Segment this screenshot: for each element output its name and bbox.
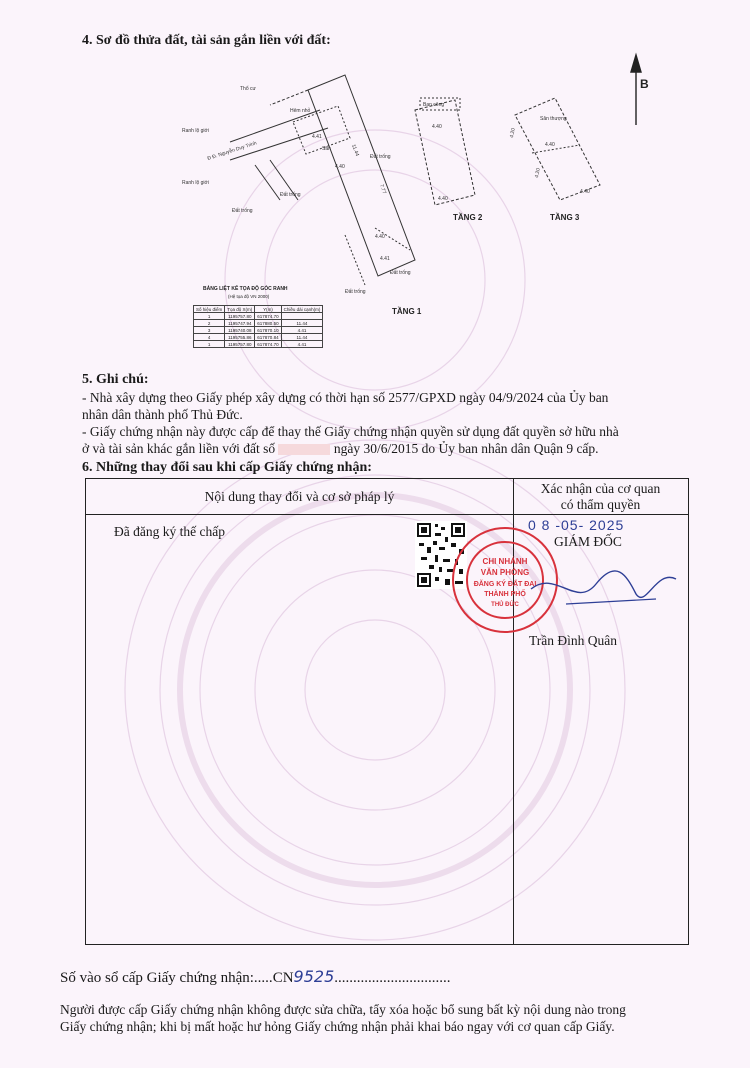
section-4-title: 4. Sơ đồ thửa đất, tài sản gắn liền với đất: [82,33,331,48]
coord-cell: 4 [194,334,225,341]
dim-440c: 4.40 [432,124,442,130]
note-line-4a: ở và tài sản khác gắn liền với đất số [82,441,276,456]
floor-1-label: TẦNG 1 [392,307,422,316]
changes-table [85,478,689,945]
coord-header: Tọa độ X(m) [225,306,255,313]
coord-header-row [194,306,323,313]
footer-note-2: Giấy chứng nhận; khi bị mất hoặc hư hỏng Giấy chứng nhận phải khai báo ngay với cơ quan cấp Giấy. [60,1019,615,1034]
table-row [194,341,323,348]
label-dat-trong-1: Đất trống [370,154,391,160]
register-number: 9525 [293,967,335,986]
label-hem: Hẻm nhỏ [290,108,311,114]
dim-440e: 4.40 [545,142,555,148]
dim-441: 4.41 [312,134,322,140]
note-line-4b: ngày 30/6/2015 do Ủy ban nhân dân Quận 9 cấp. [333,441,599,456]
dim-777: 7.77 [378,183,388,195]
coord-cell: 1195740.08 [225,327,255,334]
coord-cell: 2 [194,320,225,327]
coord-table [193,305,323,348]
coord-cell: 4.41 [281,327,323,334]
coord-header: Số hiệu điểm [194,306,225,313]
change-entry-content: Đã đăng ký thế chấp [114,524,225,539]
floor-2-label: TẦNG 2 [453,213,483,222]
position-label: GIÁM ĐỐC [554,534,622,549]
coord-cell: 1 [194,313,225,320]
dim-420b: 4.20 [534,167,542,179]
seal-text-top: CHI NHÁNH [482,557,528,566]
table-row-divider [86,514,688,515]
dim-440f: 4.40 [580,189,590,195]
seal-text-mid2: ĐĂNG KÝ ĐẤT ĐAI [473,581,537,588]
changes-col1-header: Nội dung thay đổi và cơ sở pháp lý [204,489,395,504]
label-tho-cu: Thổ cư [240,86,256,92]
coord-cell: 11.44 [281,334,323,341]
redacted-number [278,444,330,455]
changes-col2-header-line2: có thẩm quyền [560,497,641,512]
dim-1144: 11.44 [350,143,360,158]
coord-cell: 11.44 [281,320,323,327]
label-ranh-1: Ranh lộ giới [182,128,209,134]
coord-cell: 4.41 [281,341,323,348]
register-label: Số vào sổ cấp Giấy chứng nhận:..... [60,970,273,986]
date-stamp: 0 8 -05- 2025 [528,517,625,533]
changes-col2-header [513,481,688,513]
label-dat-trong-2: Đất trống [280,192,301,198]
coord-table-title: BẢNG LIỆT KÊ TỌA ĐỘ GÓC RANH [203,286,288,292]
note-line-4 [82,440,599,457]
north-label: B [640,77,649,91]
coord-cell: 1 [194,341,225,348]
coord-cell [281,313,323,320]
note-line-2: nhân dân thành phố Thủ Đức. [82,407,243,422]
coord-cell: 617874.70 [255,313,281,320]
label-san: Sân [322,146,331,152]
section-5-title: 5. Ghi chú: [82,372,149,387]
dim-440d: 4.40 [438,196,448,202]
coord-cell: 617880.50 [255,320,281,327]
dim-420: 4.20 [509,127,517,139]
label-street: Đ Đ. Nguyễn Duy Trinh [206,140,258,162]
coord-header: Chiều dài cạnh(m) [281,306,323,313]
seal-text-mid4: THỦ ĐỨC [491,602,519,608]
dim-440a: 4.40 [335,164,345,170]
note-line-1: - Nhà xây dựng theo Giấy phép xây dựng có thời hạn số 2577/GPXD ngày 04/9/2024 của Ủy ban [82,390,609,405]
coord-cell: 1195757.80 [225,313,255,320]
label-dat-trong-5: Đất trống [345,289,366,295]
coord-header: Y(m) [255,306,281,313]
changes-col2-header-line1: Xác nhận của cơ quan [540,481,661,496]
signature-icon [526,549,686,619]
signer-name: Trần Đình Quân [529,633,618,648]
table-row [194,327,323,334]
coord-cell: 617870.10 [255,327,281,334]
label-dat-trong-4: Đất trống [390,270,411,276]
coord-cell: 1195757.80 [225,341,255,348]
dim-441b: 4.41 [380,256,390,262]
label-ban-cong: Ban công [423,102,445,108]
label-dat-trong-3: Đất trống [232,208,253,214]
seal-text-mid3: THÀNH PHỐ [484,591,526,598]
section-6-title: 6. Những thay đổi sau khi cấp Giấy chứng nhận: [82,460,372,475]
register-value: CN [272,970,294,986]
seal-text-mid1: VĂN PHÒNG [480,568,530,577]
label-san-thuong: Sân thượng [540,116,567,122]
dim-440b: 4.40 [375,234,385,240]
note-line-3: - Giấy chứng nhận này được cấp để thay thế Giấy chứng nhận quyền sử dụng đất quyền sở hữu nhà [82,424,619,439]
coord-cell: 1195755.86 [225,334,255,341]
table-row [194,320,323,327]
coord-cell: 3 [194,327,225,334]
coord-table-subtitle: (Hệ tọa độ VN 2000) [228,294,270,299]
footer-note-1: Người được cấp Giấy chứng nhận không được sửa chữa, tẩy xóa hoặc bổ sung bất kỳ nội dung nào trong [60,1002,626,1017]
label-ranh-2: Ranh lộ giới [182,180,209,186]
table-row [194,313,323,320]
table-row [194,334,323,341]
register-line [60,967,451,987]
coord-cell: 617874.70 [255,341,281,348]
floor-3-label: TẦNG 3 [550,213,580,222]
coord-cell: 1195747.94 [225,320,255,327]
coord-cell: 617870.84 [255,334,281,341]
register-dots: ............................... [334,970,451,986]
